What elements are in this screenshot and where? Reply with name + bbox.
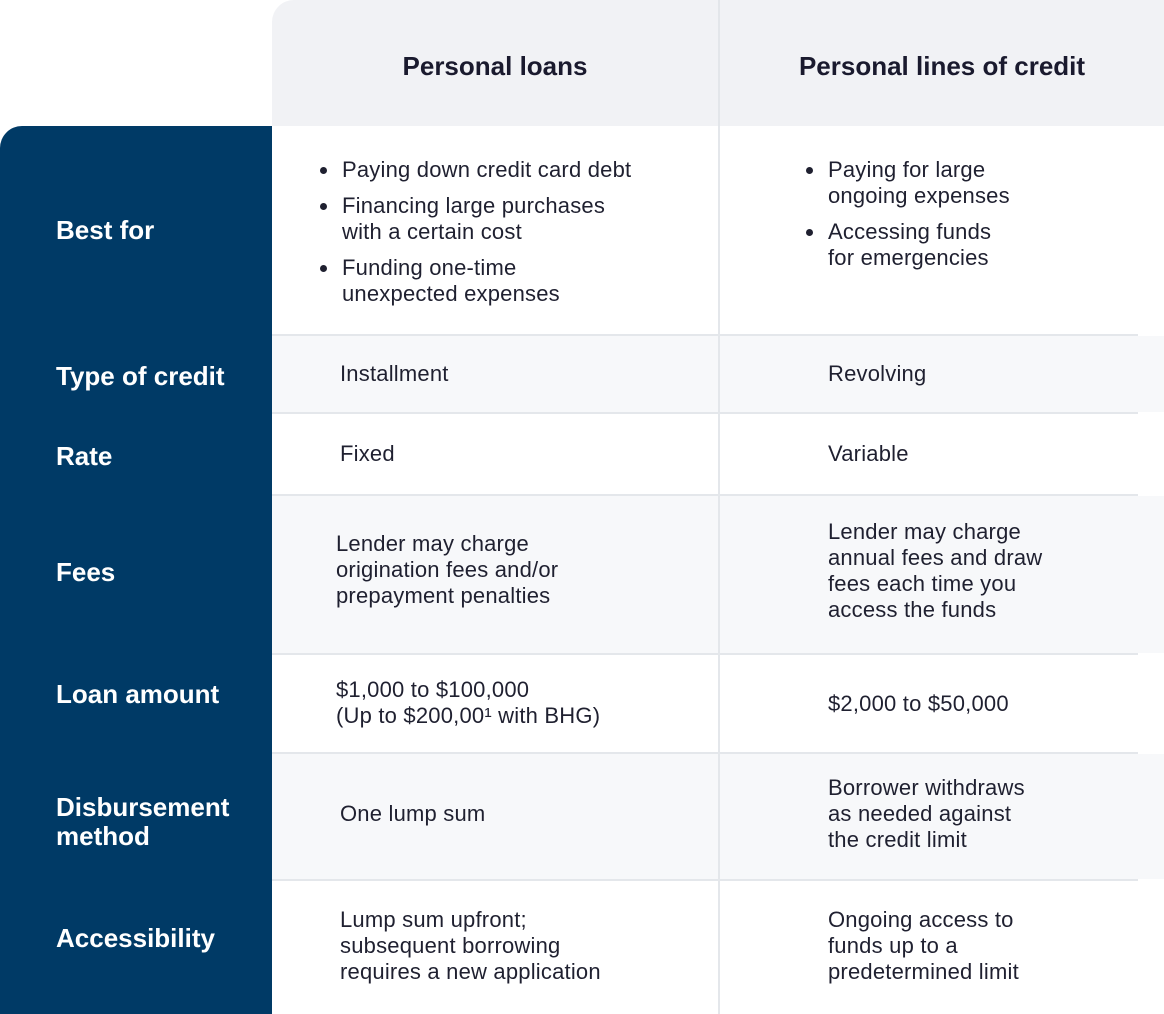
row-label-loan-amount	[56, 680, 266, 709]
row-label-rate	[56, 442, 266, 471]
row-label-best-for	[56, 216, 266, 245]
cell-best-for-lines-of-credit	[804, 157, 1010, 271]
cell-text: (Up to $200,00¹ with BHG)	[336, 703, 601, 728]
cell-text: Installment	[340, 361, 449, 386]
row-label-text: Rate	[56, 441, 113, 471]
cell-text: Lender may charge	[828, 519, 1021, 544]
cell-text: Revolving	[828, 361, 927, 386]
list-item-text: for emergencies	[828, 245, 989, 270]
column-divider	[718, 126, 720, 1014]
cell-text: access the funds	[828, 597, 997, 622]
cell-loan-amount-personal-loans	[336, 677, 600, 729]
list-item	[804, 219, 1010, 271]
cell-text: requires a new application	[340, 959, 601, 984]
cell-fees-personal-loans	[336, 531, 558, 609]
cell-fees-lines-of-credit	[828, 519, 1042, 623]
cell-disbursement-personal-loans	[340, 801, 485, 827]
cell-text: Lump sum upfront;	[340, 907, 527, 932]
row-label-type-of-credit	[56, 362, 266, 391]
row-label-disbursement-method	[56, 793, 266, 851]
list-item-text: Financing large purchases	[342, 193, 606, 218]
row-label-text: Loan amount	[56, 679, 220, 709]
cell-rate-personal-loans	[340, 441, 395, 467]
cell-rate-lines-of-credit	[828, 441, 909, 467]
cell-loan-amount-lines-of-credit	[828, 691, 1009, 717]
cell-text: origination fees and/or	[336, 557, 559, 582]
cell-text: Lender may charge	[336, 531, 529, 556]
row-label-text: Disbursement	[56, 792, 230, 822]
row-label-text: Fees	[56, 557, 116, 587]
cell-text: as needed against	[828, 801, 1012, 826]
cell-accessibility-personal-loans	[340, 907, 601, 985]
list-item	[318, 157, 631, 183]
cell-best-for-personal-loans	[318, 157, 631, 307]
cell-type-of-credit-personal-loans	[340, 361, 449, 387]
column-title-personal-lines-of-credit: Personal lines of credit	[798, 51, 1086, 81]
list-item-text: unexpected expenses	[342, 281, 560, 306]
list-item-text: with a certain cost	[342, 219, 522, 244]
cell-disbursement-lines-of-credit	[828, 775, 1025, 853]
cell-text: One lump sum	[340, 801, 486, 826]
row-label-text: Accessibility	[56, 923, 215, 953]
list-item-text: Accessing funds	[828, 219, 992, 244]
cell-text: Fixed	[340, 441, 395, 466]
cell-text: the credit limit	[828, 827, 967, 852]
cell-text: Variable	[828, 441, 909, 466]
cell-text: annual fees and draw	[828, 545, 1043, 570]
list-item-text: Paying for large	[828, 157, 986, 182]
column-title-personal-loans: Personal loans	[402, 51, 588, 81]
list-item	[318, 193, 631, 245]
list-item	[318, 255, 631, 307]
list-item-text: Paying down credit card debt	[342, 157, 632, 182]
row-divider	[272, 879, 1138, 881]
cell-text: predetermined limit	[828, 959, 1019, 984]
cell-text: Borrower withdraws	[828, 775, 1025, 800]
cell-text: $2,000 to $50,000	[828, 691, 1009, 716]
row-label-fees	[56, 558, 266, 587]
cell-text: prepayment penalties	[336, 583, 551, 608]
row-divider	[272, 752, 1138, 754]
row-label-text: Best for	[56, 215, 155, 245]
cell-text: funds up to a	[828, 933, 958, 958]
row-divider	[272, 494, 1138, 496]
cell-type-of-credit-lines-of-credit	[828, 361, 926, 387]
cell-text: $1,000 to $100,000	[336, 677, 530, 702]
row-divider	[272, 412, 1138, 414]
list-item	[804, 157, 1010, 209]
cell-text: subsequent borrowing	[340, 933, 561, 958]
cell-text: Ongoing access to	[828, 907, 1014, 932]
list-item-text: Funding one-time	[342, 255, 517, 280]
list-item-text: ongoing expenses	[828, 183, 1010, 208]
cell-accessibility-lines-of-credit	[828, 907, 1019, 985]
row-label-accessibility	[56, 924, 266, 953]
row-divider	[272, 334, 1138, 336]
cell-text: fees each time you	[828, 571, 1017, 596]
row-label-text: method	[56, 821, 150, 851]
row-label-text: Type of credit	[56, 361, 225, 391]
row-divider	[272, 653, 1138, 655]
